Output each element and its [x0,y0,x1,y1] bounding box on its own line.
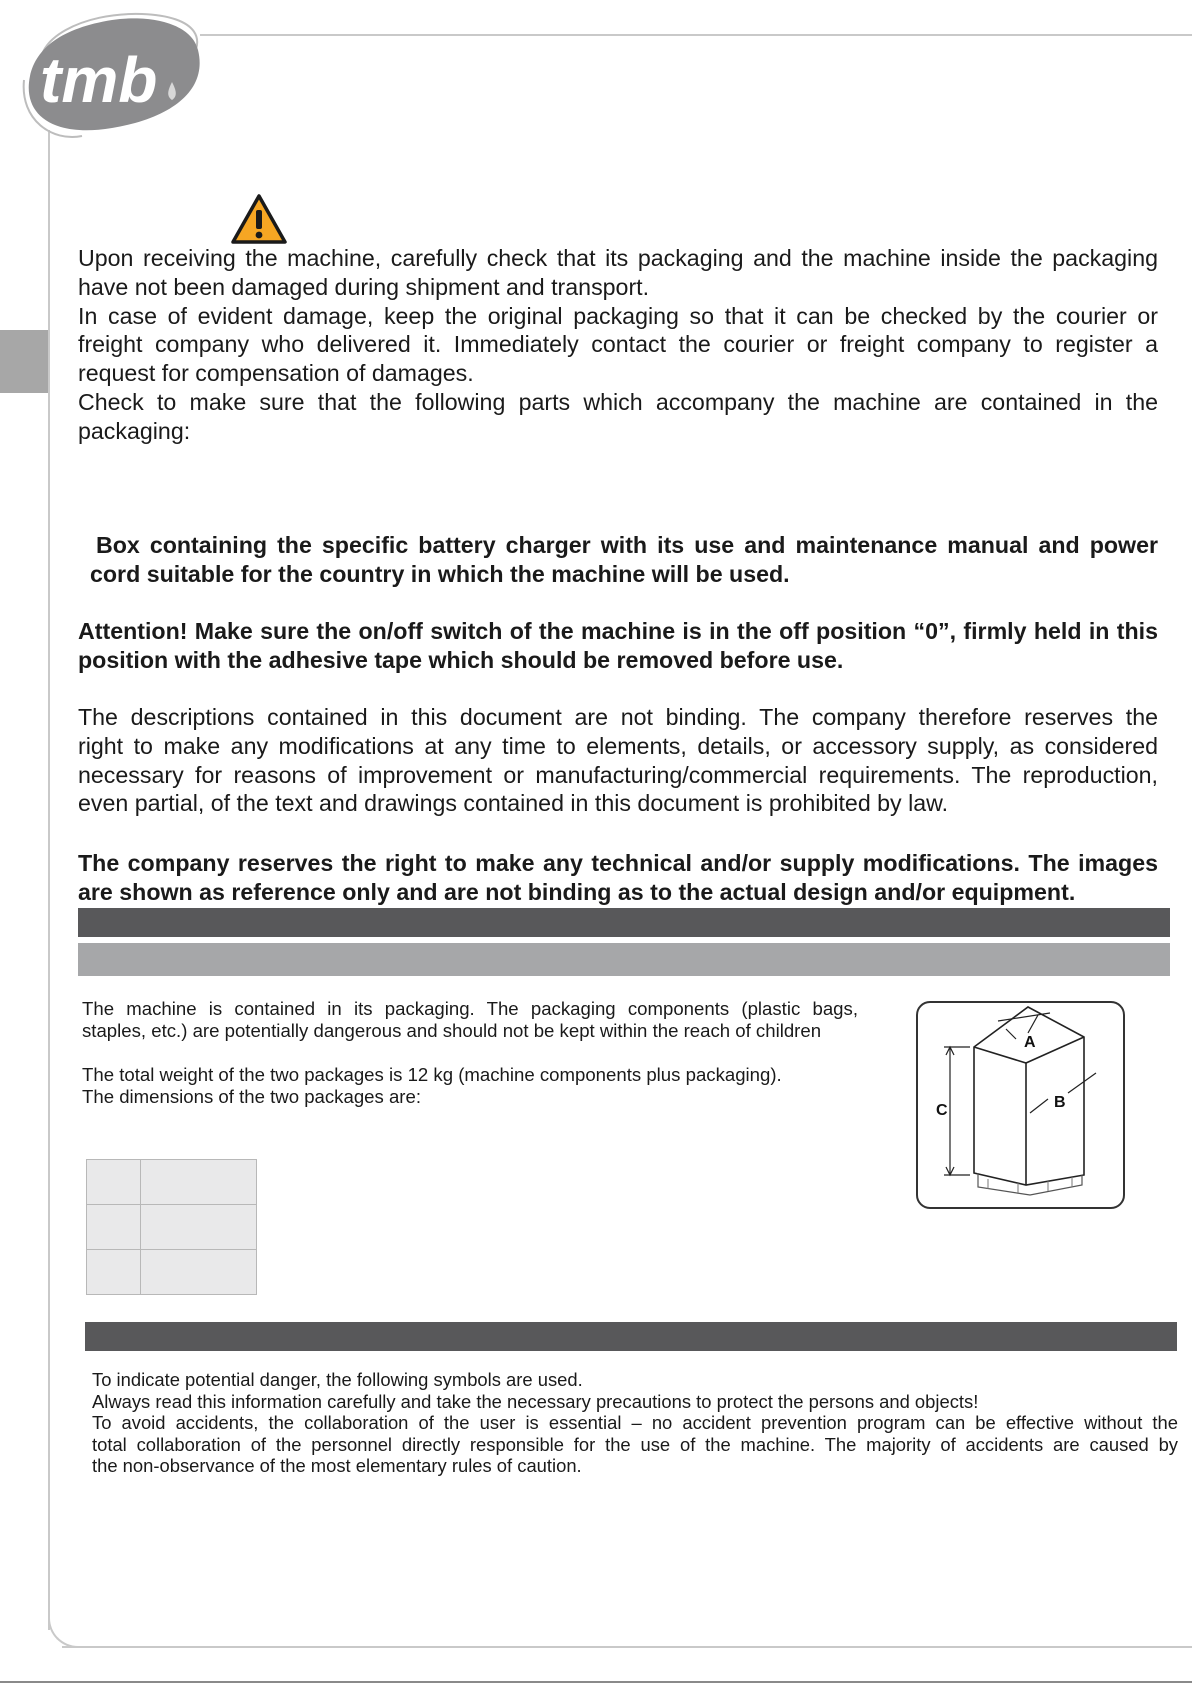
dimension-value-cell [141,1205,257,1250]
page-bottom-rule [0,1681,1192,1683]
rights-line: The company reserves the right to make any technical and/or supply modifications. The images [78,850,1158,876]
safety-section-bar [85,1322,1177,1351]
packaging-line: staples, etc.) are potentially dangerous and should not be kept within the reach of children [82,1020,822,1041]
logo-text: tmb [40,44,158,116]
intro-line: request for compensation of damages. [78,360,474,387]
intro-paragraph [78,244,1158,446]
intro-line: Check to make sure that the following parts which accompany the machine are contained in the [78,388,1158,415]
figure-label-a: A [1024,1034,1036,1051]
packaging-line [82,1042,858,1064]
disclaimer-line: right to make any modifications at any time to elements, details, or accessory supply, as considered [78,732,1158,759]
rights-line: are shown as reference only and are not binding as to the actual design and/or equipment. [78,878,1076,905]
section-subheader-bar [78,943,1170,976]
disclaimer-line: necessary for reasons of improvement or manufacturing/commercial requirements. The reproduction, [78,761,1158,788]
intro-line: freight company who delivered it. Immediately contact the courier or freight company to register a [78,331,1158,358]
symbols-line: the non-observance of the most elementary rules of caution. [92,1455,582,1477]
packaging-line: The dimensions of the two packages are: [82,1086,422,1107]
symbols-line: Always read this information carefully and take the necessary precautions to protect the persons and objects! [92,1390,979,1412]
dimensions-table [86,1159,257,1295]
page-frame-bottom-rule [62,1646,1192,1648]
tmb-logo [22,10,208,138]
box-note-line: cord suitable for the country in which the machine will be used. [90,560,790,587]
table-row [87,1205,257,1250]
intro-line: packaging: [78,417,191,444]
symbols-line: To indicate potential danger, the following symbols are used. [92,1369,583,1390]
package-drawing [918,1003,1123,1207]
section-header-bar [78,908,1170,937]
figure-label-c: C [936,1102,948,1119]
attention-note [78,617,1158,675]
package-dimensions-figure [916,1001,1125,1209]
intro-line: have not been damaged during shipment and transport. [78,273,650,300]
packaging-paragraph [82,998,858,1108]
attention-line: Attention! Make sure the on/off switch of the machine is in the off position “0”, firmly held in this [78,618,1158,644]
rights-note [78,849,1158,907]
dimension-key-cell [87,1250,141,1295]
attention-line: position with the adhesive tape which should be removed before use. [78,646,844,673]
symbols-line: To avoid accidents, the collaboration of the user is essential – no accident prevention program can be effective without the [92,1412,1178,1434]
table-row [87,1160,257,1205]
dimension-key-cell [87,1205,141,1250]
packaging-line: The total weight of the two packages is 12 kg (machine components plus packaging). [82,1064,782,1085]
disclaimer-paragraph [78,703,1158,818]
intro-line: In case of evident damage, keep the original packaging so that it can be checked by the courier or [78,302,1158,329]
disclaimer-line: The descriptions contained in this document are not binding. The company therefore reserves the [78,704,1158,730]
packaging-line: The machine is contained in its packaging. The packaging components (plastic bags, [82,998,858,1019]
page-frame-top-rule [200,34,1192,36]
table-row [87,1250,257,1295]
box-contents-note [90,531,1158,589]
box-note-line: Box containing the specific battery charger with its use and maintenance manual and power [96,532,1158,558]
dimension-key-cell [87,1160,141,1205]
page-frame-corner [48,1612,84,1648]
section-side-tab [0,330,48,393]
symbols-line: total collaboration of the personnel directly responsible for the use of the machine. The majority of accidents are caused by [92,1433,1178,1455]
intro-line: Upon receiving the machine, carefully check that its packaging and the machine inside the packaging [78,245,1158,271]
dimension-value-cell [141,1160,257,1205]
figure-label-b: B [1054,1094,1066,1111]
disclaimer-line: even partial, of the text and drawings contained in this document is prohibited by law. [78,790,949,817]
warning-icon [230,193,288,245]
symbols-paragraph [92,1369,1178,1477]
dimension-value-cell [141,1250,257,1295]
page-frame-left-rule [48,130,50,1630]
